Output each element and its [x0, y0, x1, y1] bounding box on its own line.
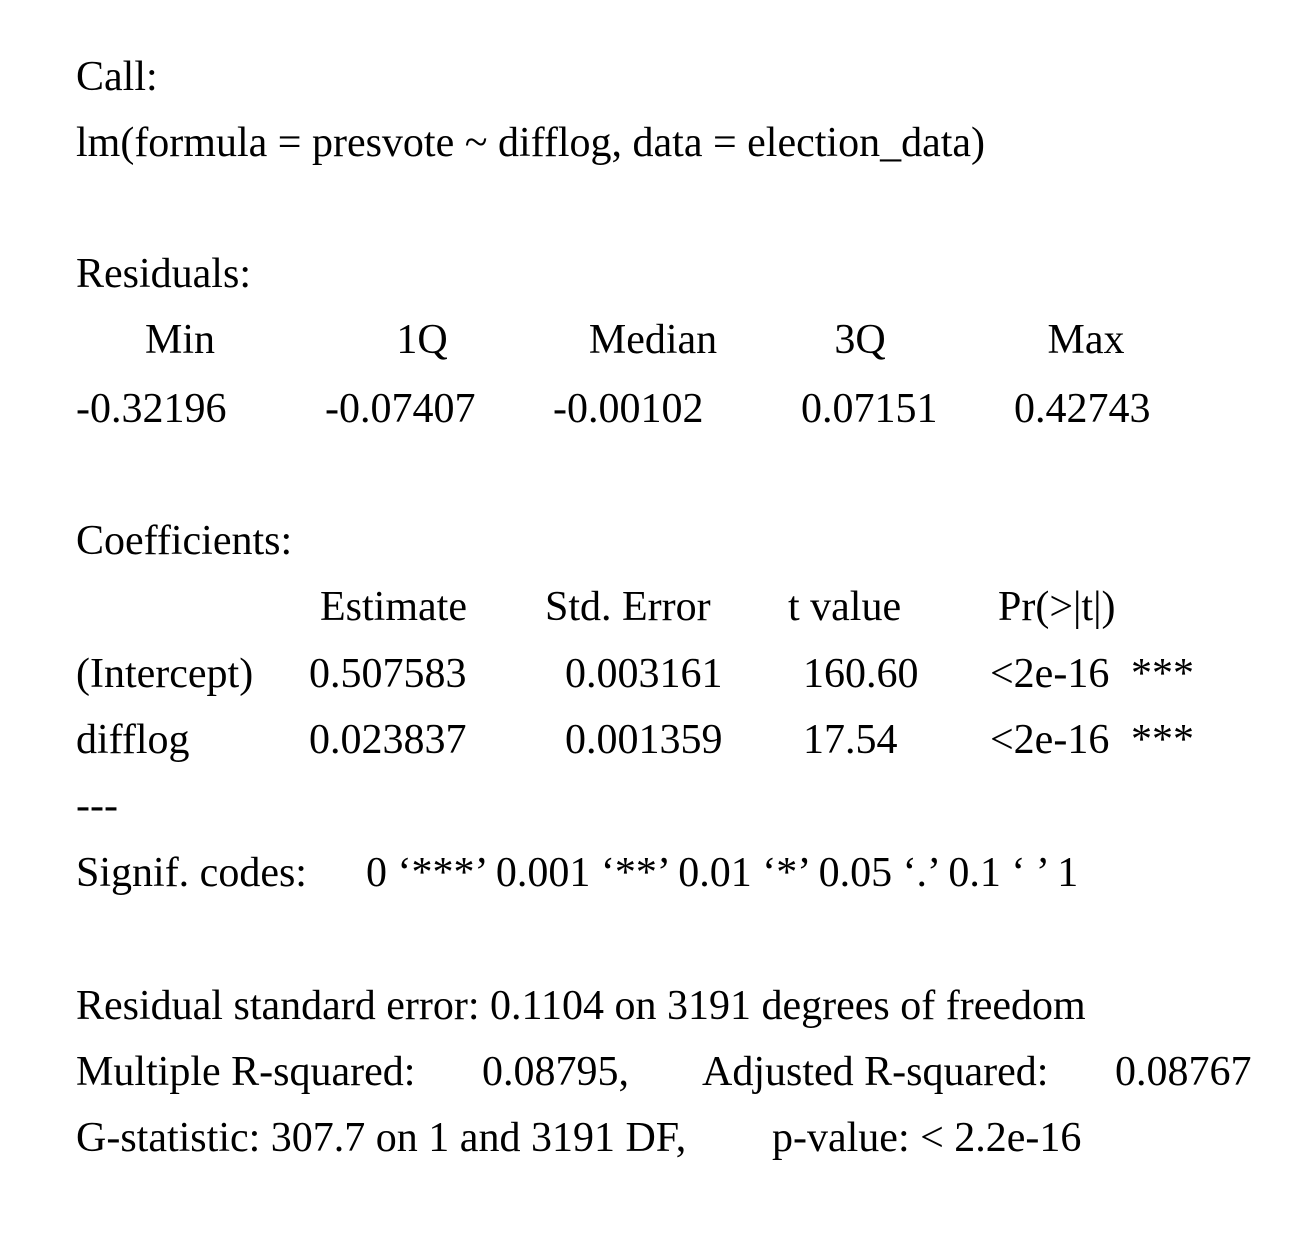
residuals-header-3q: 3Q	[834, 317, 886, 363]
residual-value-median: -0.00102	[553, 386, 704, 432]
coef-row-name: difflog	[76, 717, 190, 763]
residual-standard-error: Residual standard error: 0.1104 on 3191 degrees of freedom	[76, 983, 1086, 1029]
coef-row-stars: ***	[1131, 651, 1194, 697]
signif-codes-label: Signif. codes:	[76, 850, 307, 896]
call-formula: lm(formula = presvote ~ difflog, data = election_data)	[76, 120, 986, 166]
multiple-r-squared-label: Multiple R-squared:	[76, 1049, 416, 1095]
coef-row-std-error: 0.003161	[565, 651, 723, 697]
adjusted-r-squared-value: 0.08767	[1115, 1049, 1252, 1095]
coef-row-stars: ***	[1131, 717, 1194, 763]
residuals-label: Residuals:	[76, 251, 251, 297]
residuals-header-median: Median	[588, 317, 718, 363]
coef-row-p-value: <2e-16	[990, 717, 1110, 763]
residuals-header-min: Min	[144, 317, 215, 363]
coef-header-estimate: Estimate	[320, 584, 467, 630]
adjusted-r-squared-label: Adjusted R-squared:	[702, 1049, 1049, 1095]
residual-value-3q: 0.07151	[801, 386, 938, 432]
p-value: p-value: < 2.2e-16	[772, 1115, 1082, 1161]
multiple-r-squared-value: 0.08795,	[482, 1049, 629, 1095]
coef-row-p-value: <2e-16	[990, 651, 1110, 697]
coef-header-p-value: Pr(>|t|)	[998, 584, 1116, 630]
g-statistic: G-statistic: 307.7 on 1 and 3191 DF,	[76, 1115, 687, 1161]
coef-header-std-error: Std. Error	[545, 584, 711, 630]
coef-row-t-value: 17.54	[803, 717, 898, 763]
coef-row-t-value: 160.60	[803, 651, 919, 697]
coef-row-estimate: 0.507583	[309, 651, 467, 697]
residual-value-max: 0.42743	[1014, 386, 1151, 432]
coef-row-estimate: 0.023837	[309, 717, 467, 763]
signif-codes: 0 ‘***’ 0.001 ‘**’ 0.01 ‘*’ 0.05 ‘.’ 0.1 ‘ ’ 1	[366, 850, 1079, 896]
separator: ---	[76, 783, 118, 829]
call-label: Call:	[76, 54, 158, 100]
coefficients-label: Coefficients:	[76, 518, 293, 564]
coef-row-name: (Intercept)	[76, 651, 254, 697]
residuals-header-max: Max	[1047, 317, 1125, 363]
coef-row-std-error: 0.001359	[565, 717, 723, 763]
residuals-header-1q: 1Q	[396, 317, 448, 363]
residual-value-min: -0.32196	[76, 386, 227, 432]
residual-value-1q: -0.07407	[325, 386, 476, 432]
coef-header-t-value: t value	[788, 584, 902, 630]
